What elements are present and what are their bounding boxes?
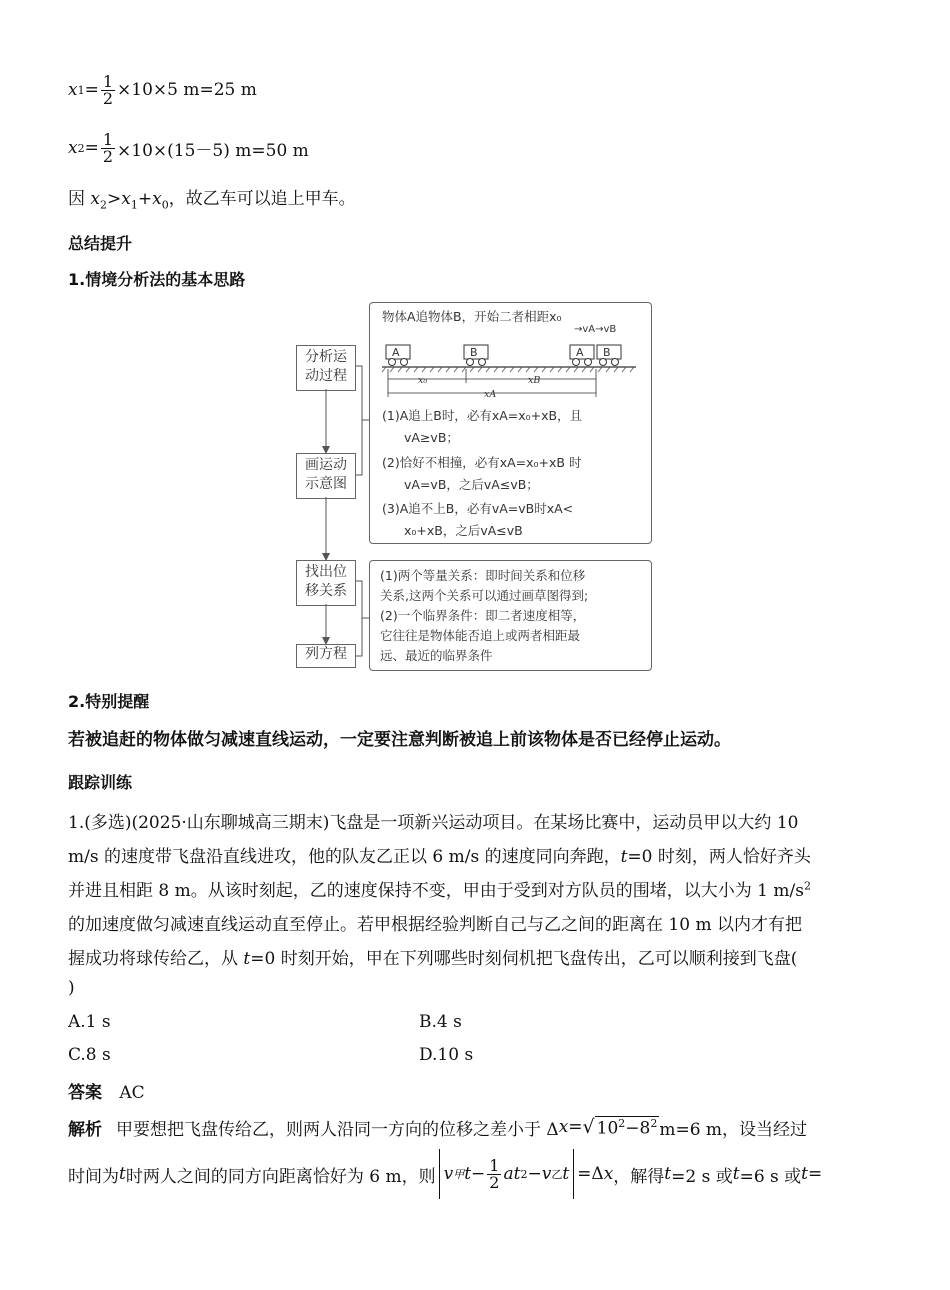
analysis-line-2: 时间为 t 时两人之间的同方向距离恰好为 6 m，则 v 甲 t − $\frac{1}{2}$ a t 2 − v 乙 t =Δ x ，解得 t =2 s 或 t =6 s 或 t = (68, 1146, 822, 1202)
panel-title: 物体A追物体B，开始二者相距x₀ (382, 309, 562, 324)
question-line: 握成功将球传给乙，从 t=0 时刻开始，甲在下列哪些时刻伺机把飞盘传出，乙可以顺利接到飞盘( (68, 949, 798, 969)
fraction: $\frac{1}{2}$ (102, 71, 114, 108)
question-line: 的加速度做匀减速直线运动直至停止。若甲根据经验判断自己与乙之间的距离在 10 m 以内才有把 (68, 915, 802, 935)
answer-value: AC (119, 1083, 145, 1103)
condition-1-line2: vA≥vB； (404, 430, 459, 445)
equation-x1: x 1 = $\frac{1}{2}$ ×10×5 m=25 m (68, 71, 257, 108)
flow-connectors (280, 300, 380, 680)
motion-sketch (378, 339, 643, 401)
question-line: 1.(多选)(2025·山东聊城高三期末)飞盘是一项新兴运动项目。在某场比赛中，运动员甲以大约 10 (68, 813, 799, 833)
flow-box-relation: 找出位 移关系 (296, 560, 356, 606)
absolute-value-expression: v 甲 t − $\frac{1}{2}$ a t 2 − v 乙 t (439, 1149, 575, 1199)
condition-3-line2: x₀+xB，之后vA≤vB (404, 523, 523, 538)
condition-2-line2: vA=vB，之后vA≤vB； (404, 477, 539, 492)
training-heading: 跟踪训练 (68, 773, 133, 792)
x0-label: x₀ (418, 375, 428, 386)
section2-heading: 2.特别提醒 (68, 692, 150, 711)
condition-2-line1: (2)恰好不相撞，必有xA=x₀+xB 时 (382, 455, 582, 470)
question-line: 并进且相距 8 m。从该时刻起，乙的速度保持不变，甲由于受到对方队员的围堵，以大小为 1 $m/s^2$ (68, 879, 811, 901)
summary-heading: 总结提升 (68, 234, 133, 253)
relation-line: 关系,这两个关系可以通过画草图得到; (380, 588, 589, 603)
fraction: $\frac{1}{2}$ (102, 129, 114, 166)
xa-label: xA (484, 389, 497, 400)
relation-line: 远、最近的临界条件 (380, 648, 493, 663)
car-b-label: B (470, 346, 478, 359)
flow-box-draw: 画运动 示意图 (296, 453, 356, 499)
conclusion-line: 因 $x_2>x_1+x_0$，故乙车可以追上甲车。 (68, 189, 356, 212)
question-line: m/s 的速度带飞盘沿直线进攻，他的队友乙正以 6 m/s 的速度同向奔跑，t=0 时刻，两人恰好齐头 (68, 847, 811, 867)
velocity-labels: →vA→vB (574, 324, 617, 335)
car-a-end-label: A (576, 346, 584, 359)
flow-box-analyze: 分析运 动过程 (296, 345, 356, 391)
analysis-line-1: 解析 甲要想把飞盘传给乙，则两人沿同一方向的位移之差小于 Δ x = √ $10^2-8^2$ m=6 m，设当经过 (68, 1116, 808, 1140)
condition-1-line1: (1)A追上B时，必有xA=x₀+xB，且 (382, 408, 583, 423)
xb-label: xB (528, 375, 541, 386)
flow-box-equation: 列方程 (296, 644, 356, 668)
option-c[interactable]: C.8 s (68, 1045, 111, 1065)
relation-line: (2)一个临界条件：即二者速度相等， (380, 608, 586, 623)
option-a[interactable]: A.1 s (68, 1012, 111, 1032)
car-b-end-label: B (603, 346, 611, 359)
option-d[interactable]: D.10 s (419, 1045, 474, 1065)
reminder-text: 若被追赶的物体做匀减速直线运动，一定要注意判断被追上前该物体是否已经停止运动。 (68, 730, 731, 750)
radicand: $10^2-8^2$ (596, 1116, 658, 1139)
radical-sign: √ (582, 1116, 595, 1138)
answer-line (68, 1078, 145, 1103)
answer-label: 答案 (68, 1083, 102, 1103)
relation-line: 它往往是物体能否追上或两者相距最 (380, 628, 581, 643)
question-line: ) (68, 978, 75, 998)
condition-3-line1: (3)A追不上B，必有vA=vB时xA< (382, 501, 574, 516)
option-b[interactable]: B.4 s (419, 1012, 462, 1032)
relation-panel (369, 560, 652, 671)
fraction: $\frac{1}{2}$ (489, 1155, 500, 1192)
analysis-label: 解析 (68, 1119, 102, 1140)
analysis-panel (369, 302, 652, 544)
car-a-label: A (392, 346, 400, 359)
equation-x2: x 2 = $\frac{1}{2}$ ×10×(15－5) m=50 m (68, 129, 309, 166)
relation-line: (1)两个等量关系：即时间关系和位移 (380, 568, 586, 583)
section1-heading: 1.情境分析法的基本思路 (68, 270, 246, 289)
